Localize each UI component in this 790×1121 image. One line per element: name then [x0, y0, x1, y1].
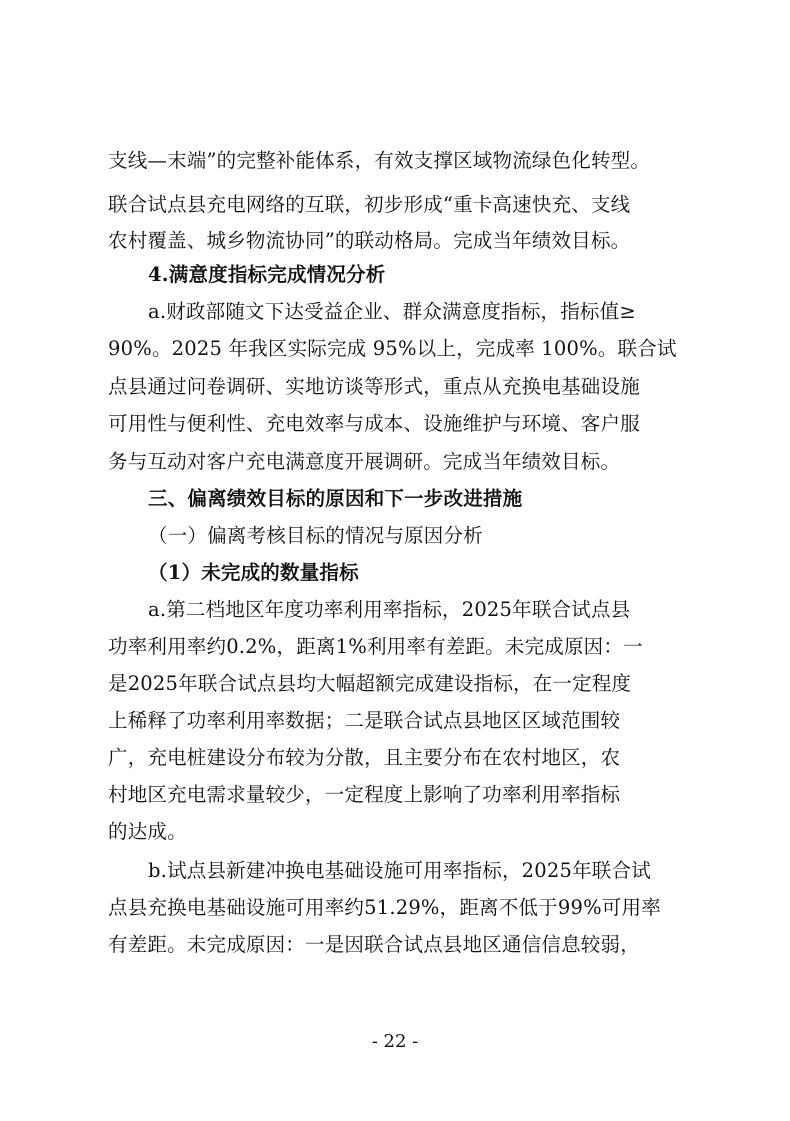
sub-heading: （一）偏离考核目标的情况与原因分析	[148, 524, 483, 547]
chapter-heading: 三、偏离绩效目标的原因和下一步改进措施	[148, 487, 523, 510]
text-line: 功率利用率约0.2%，距离1%利用率有差距。未完成原因：一	[108, 635, 643, 658]
text-line: 点县通过问卷调研、实地访谈等形式，重点从充换电基础设施	[108, 375, 640, 398]
text-line: 支线—末端”的完整补能体系，有效支撑区域物流绿色化转型。	[108, 149, 651, 172]
text-line: 农村覆盖、城乡物流协同”的联动格局。完成当年绩效目标。	[108, 229, 631, 252]
text-line: 是2025年联合试点县均大幅超额完成建设指标，在一定程度	[108, 672, 632, 695]
text-line: 可用性与便利性、充电效率与成本、设施维护与环境、客户服	[108, 412, 640, 435]
section-heading: 4.满意度指标完成情况分析	[148, 263, 386, 286]
text-line: 90%。2025 年我区实际完成 95%以上，完成率 100%。联合试	[108, 337, 677, 360]
text-line: 点县充换电基础设施可用率约51.29%，距离不低于99%可用率	[108, 896, 661, 919]
text-line: b.试点县新建冲换电基础设施可用率指标，2025年联合试	[148, 859, 651, 882]
text-line: 上稀释了功率利用率数据；二是联合试点县地区区域范围较	[108, 709, 621, 732]
sub-sub-heading: （1）未完成的数量指标	[148, 561, 359, 584]
text-line: 有差距。未完成原因：一是因联合试点县地区通信信息较弱，	[108, 933, 640, 956]
text-line: 的达成。	[108, 820, 187, 843]
text-line: 广，充电桩建设分布较为分散，且主要分布在农村地区，农	[108, 746, 621, 769]
text-line: a.财政部随文下达受益企业、群众满意度指标，指标值≥	[148, 300, 636, 323]
text-line: 务与互动对客户充电满意度开展调研。完成当年绩效目标。	[108, 450, 621, 473]
text-line: 联合试点县充电网络的互联，初步形成“重卡高速快充、支线	[108, 193, 631, 216]
page-number: - 22 -	[371, 1031, 419, 1052]
text-line: 村地区充电需求量较少，一定程度上影响了功率利用率指标	[108, 783, 621, 806]
text-line: a.第二档地区年度功率利用率指标，2025年联合试点县	[148, 598, 631, 621]
